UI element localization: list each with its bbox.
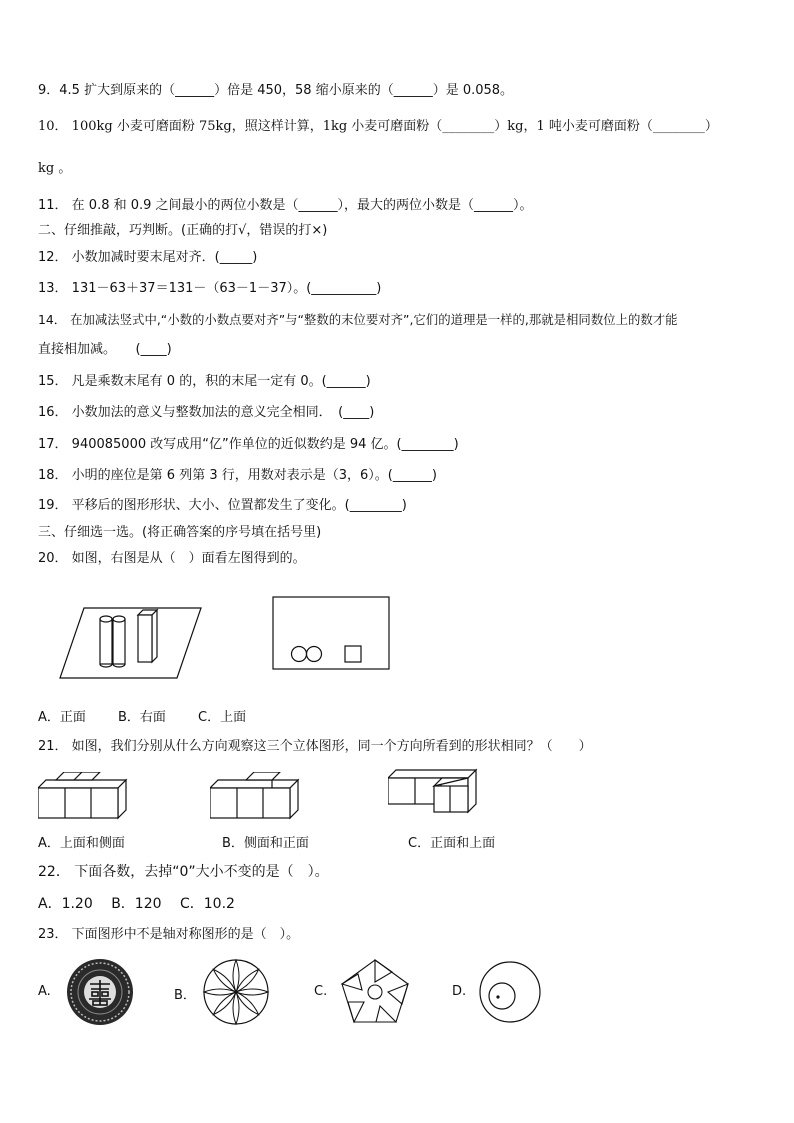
question-21: 21． 如图，我们分别从什么方向观察这三个立体图形，同一个方向所看到的形状相同？（ ） <box>38 739 592 754</box>
question-23: 23． 下面图形中不是轴对称图形的是（ ）。 <box>38 927 300 942</box>
double-happiness-emblem-icon <box>66 958 134 1026</box>
question-20: 20． 如图，右图是从（ ）面看左图得到的。 <box>38 551 306 566</box>
q23-label-a[interactable]: A. <box>38 984 51 999</box>
circles-icon <box>478 960 542 1024</box>
q23-label-b[interactable]: B． <box>174 988 196 1003</box>
question-19: 19． 平移后的图形形状、大小、位置都发生了变化。(________) <box>38 498 407 513</box>
pinwheel-pentagon-icon <box>338 956 412 1028</box>
q21-option-a[interactable]: A．上面和侧面 <box>38 836 125 851</box>
question-18: 18． 小明的座位是第 6 列第 3 行，用数对表示是（3，6）。(______) <box>38 468 437 483</box>
section-2-heading: 二、仔细推敲，巧判断。(正确的打√，错误的打×) <box>38 223 328 238</box>
q21-shape-3 <box>388 768 484 818</box>
q20-option-a[interactable]: A．正面 <box>38 710 86 725</box>
question-9: 9．4.5 扩大到原来的（______）倍是 450，58 缩小原来的（______）是 0.058。 <box>38 83 514 98</box>
question-13: 13． 131－63＋37＝131－（63－1－37）。(__________) <box>38 281 382 296</box>
q21-shape-2 <box>210 772 306 820</box>
question-22: 22． 下面各数，去掉“0”大小不变的是（ ）。 <box>38 864 329 880</box>
q20-view-figure <box>272 596 392 672</box>
q21-option-b[interactable]: B．侧面和正面 <box>222 836 309 851</box>
question-10-line1: 10． 100kg 小麦可磨面粉 75kg，照这样计算，1kg 小麦可磨面粉（________）kg，1 吨小麦可磨面粉（________） <box>38 119 718 134</box>
question-10-line2: kg 。 <box>38 161 72 176</box>
question-12: 12． 小数加减时要末尾对齐．(_____) <box>38 250 258 265</box>
question-15: 15． 凡是乘数末尾有 0 的，积的末尾一定有 0。(______) <box>38 374 371 389</box>
question-17: 17． 940085000 改写成用“亿”作单位的近似数约是 94 亿。(________) <box>38 437 459 452</box>
question-16: 16． 小数加法的意义与整数加法的意义完全相同． (____) <box>38 405 375 420</box>
cuboid <box>138 610 157 662</box>
q21-shape-1 <box>38 772 134 820</box>
question-14-line2: 直接相加减。 (____) <box>38 342 172 357</box>
section-3-heading: 三、仔细选一选。(将正确答案的序号填在括号里) <box>38 525 322 540</box>
cylinder-1 <box>100 616 112 667</box>
cylinder-2 <box>113 616 125 667</box>
q20-3d-figure <box>58 605 204 681</box>
q23-label-d[interactable]: D. <box>452 984 467 999</box>
q22-options[interactable]: A．1.20 B．120 C．10.2 <box>38 896 235 912</box>
question-14-line1: 14． 在加减法竖式中,“小数的小数点要对齐”与“整数的末位要对齐”,它们的道理是一样的,那就是相同数位上的数才能 <box>38 312 678 327</box>
q20-option-b[interactable]: B．右面 <box>118 710 166 725</box>
q21-option-c[interactable]: C．正面和上面 <box>408 836 496 851</box>
q23-label-c[interactable]: C. <box>314 984 328 999</box>
question-11: 11． 在 0.8 和 0.9 之间最小的两位小数是（______），最大的两位小数是（______）。 <box>38 198 533 213</box>
flower-circle-icon <box>202 958 270 1026</box>
q20-option-c[interactable]: C．上面 <box>198 710 247 725</box>
